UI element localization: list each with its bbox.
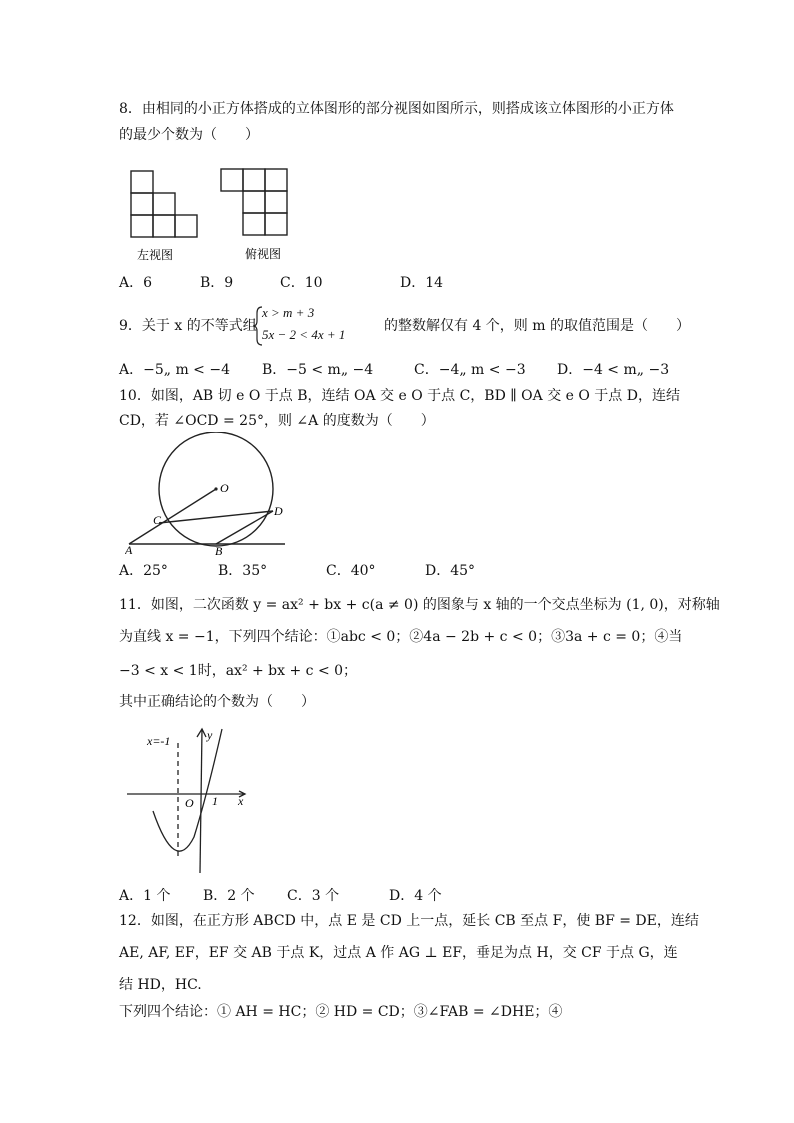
- q11-text-line4: 其中正确结论的个数为（ ）: [119, 694, 315, 710]
- q11-option-a: A．1 个: [119, 888, 171, 904]
- q11-label-one: 1: [212, 794, 218, 808]
- q11-text-line2: 为直线 x = −1，下列四个结论：①abc < 0；②4a − 2b + c < 0；③3a + c = 0；④当: [119, 629, 683, 645]
- q12-text-line2: AE, AF, EF，EF 交 AB 于点 K，过点 A 作 AG ⊥ EF，垂足为点 H，交 CF 于点 G，连: [119, 945, 678, 961]
- q8-text-line1: 8．由相同的小正方体搭成的立体图形的部分视图如图所示，则搭成该立体图形的小正方体: [119, 101, 674, 117]
- q11-label-origin: O: [185, 796, 194, 810]
- q9-suffix: 的整数解仅有 4 个，则 m 的取值范围是（ ）: [384, 318, 690, 334]
- q12-text-line4: 下列四个结论：① AH = HC；② HD = CD；③∠FAB = ∠DHE；④: [119, 1004, 563, 1020]
- q9-option-c: C．−4„ m < −3: [414, 362, 526, 378]
- q8-option-b: B．9: [200, 275, 234, 291]
- q9-prefix: 9．关于 x 的不等式组: [119, 318, 257, 334]
- q8-option-a: A．6: [119, 275, 153, 291]
- q8-left-view-label: 左视图: [137, 248, 174, 262]
- q9-inequality-system: [252, 305, 382, 347]
- q8-left-view-figure: [125, 168, 205, 268]
- q10-circle-tangent-figure: [125, 432, 290, 557]
- q9-system-row1: x > m + 3: [262, 305, 315, 320]
- q11-label-x: x: [238, 794, 244, 808]
- q9-option-b: B．−5 < m„ −4: [262, 362, 374, 378]
- q8-option-c: C．10: [280, 275, 323, 291]
- q10-option-d: D．45°: [425, 563, 476, 579]
- q10-option-c: C．40°: [326, 563, 376, 579]
- q10-option-a: A．25°: [119, 563, 168, 579]
- q10-label-b: B: [215, 544, 223, 557]
- q11-label-y: y: [207, 728, 213, 742]
- q11-text-line1: 11．如图，二次函数 y = ax² + bx + c(a ≠ 0) 的图象与 x 轴的一个交点坐标为 (1, 0)，对称轴: [119, 597, 720, 613]
- q10-label-o: O: [220, 481, 229, 495]
- q10-label-d: D: [274, 504, 283, 518]
- q10-label-a: A: [125, 543, 133, 557]
- q11-option-d: D．4 个: [389, 888, 442, 904]
- q11-label-axis-line: x=-1: [147, 734, 171, 748]
- q10-text-line1: 10．如图，AB 切 e O 于点 B，连结 OA 交 e O 于点 C，BD ∥ OA 交 e O 于点 D，连结: [119, 388, 680, 404]
- q12-text-line3: 结 HD，HC.: [119, 977, 202, 993]
- q8-option-d: D．14: [400, 275, 444, 291]
- q9-system-row2: 5x − 2 < 4x + 1: [262, 327, 346, 342]
- q10-text-line2: CD，若 ∠OCD = 25°，则 ∠A 的度数为（ ）: [119, 413, 435, 429]
- q9-option-d: D．−4 < m„ −3: [557, 362, 670, 378]
- q8-front-view-figure: [215, 165, 300, 265]
- q11-parabola-figure: [125, 725, 255, 875]
- q11-text-line3: −3 < x < 1时，ax² + bx + c < 0；: [119, 663, 358, 679]
- q8-text-line2: 的最少个数为（ ）: [119, 127, 259, 143]
- q12-text-line1: 12．如图，在正方形 ABCD 中，点 E 是 CD 上一点，延长 CB 至点 F，使 BF = DE，连结: [119, 913, 699, 929]
- q10-option-b: B．35°: [218, 563, 268, 579]
- q10-label-c: C: [153, 513, 162, 527]
- q11-option-b: B．2 个: [203, 888, 255, 904]
- q9-option-a: A．−5„ m < −4: [119, 362, 230, 378]
- q11-option-c: C．3 个: [287, 888, 340, 904]
- q8-front-view-label: 俯视图: [245, 247, 282, 261]
